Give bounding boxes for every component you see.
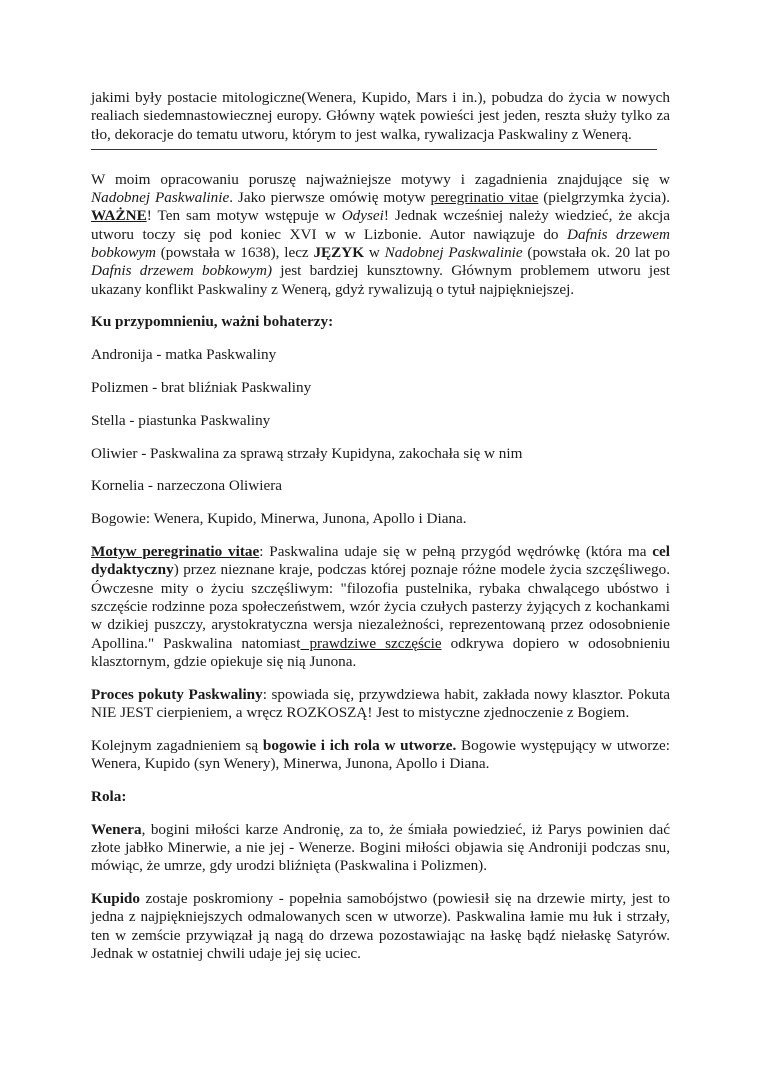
overview-text: (powstała w 1638), lecz: [155, 244, 314, 262]
penance-heading: Proces pokuty Paskwaliny: [91, 685, 263, 703]
character-item: Stella - piastunka Paskwaliny: [91, 411, 271, 429]
overview-paragraph: [91, 171, 670, 299]
character-item: Bogowie: Wenera, Kupido, Minerwa, Junona, Apollo i Diana.: [91, 510, 467, 528]
overview-text: ! Jednak wcześniej należy wiedzieć, że akcja utworu toczy się pod koniec XVI w w Lizbonie. Autor nawiązuje do: [91, 207, 670, 243]
overview-text: w: [364, 244, 385, 262]
cupid-paragraph: [91, 890, 670, 963]
overview-text: . Jako pierwsze omówię motyw: [229, 189, 431, 207]
cupid-text: zostaje poskromiony - popełnia samobójstwo (powiesił się na drzewie mirty, jest to jedna z najpiękniejszych odmalowanych scen w utworze). Paskwalina łamie mu łuk i strzały, ten w zemście przywiązał ją nagą do drzewa pozostawiając na łaskę bądź niełaskę Satyrów. Jednak w ostatniej chwili udaje jej się uciec.: [91, 890, 670, 962]
motif-paragraph: [91, 543, 670, 671]
penance-paragraph: [91, 686, 670, 723]
gods-emphasis: bogowie i ich rola w utworze.: [262, 736, 457, 754]
gods-paragraph: [91, 737, 670, 774]
motif-text: ) przez nieznane kraje, podczas której poznaje różne modele życia szczęśliwego. Ówczesne mity o życiu szczęśliwym: "filozofia pustelnika, rybaka chwalącego ubóstwo i szczęście rodzinne poza społeczeństwem, wzór życia czułych pasterzy żyjących z kochankami w dzikiej puszczy, arystokratyczna wersja niezależności, reprezentowaną przez odosobnienie Apollina." Paskwalina natomiast: [91, 561, 670, 652]
motif-heading: Motyw peregrinatio vitae: [91, 543, 260, 561]
title-dafnis: Dafnis drzewem bobkowym): [91, 262, 273, 280]
document-page: [91, 89, 670, 963]
character-item: Oliwier - Paskwalina za sprawą strzały Kupidyna, zakochała się w nim: [91, 444, 523, 462]
overview-text: ! Ten sam motyw wstępuje w: [146, 207, 342, 225]
motif-text: odkrywa dopiero w odosobnieniu klasztornym, gdzie opiekuje się nią Junona.: [91, 634, 671, 670]
character-item: Polizmen - brat bliźniak Paskwaliny: [91, 379, 312, 397]
term-peregrinatio-vitae: peregrinatio vitae: [430, 189, 539, 207]
venus-text: , bogini miłości karze Andronię, za to, że śmiała powiedzieć, iż Parys powinien dać złote jabłko Minerwie, a nie jej - Wenerze. Bogini miłości objawia się Androniji podczas snu, mówiąc, że umrze, gdy urodzi bliźnięta (Paskwalina i Polizmen).: [91, 820, 670, 875]
emphasis-jezyk: JĘZYK: [313, 244, 365, 262]
character-item: Andronija - matka Paskwaliny: [91, 346, 277, 364]
title-nadobna-paskwalina: Nadobnej Paskwalinie: [384, 244, 523, 262]
cupid-name: Kupido: [91, 890, 140, 907]
title-dafnis: Dafnis drzewem bobkowym: [91, 225, 670, 262]
role-heading: Rola:: [91, 787, 127, 805]
venus-name: Wenera: [91, 820, 142, 838]
overview-text: jest bardziej kunsztowny. Głównym problemem utworu jest ukazany konflikt Paskwaliny z Wenerą, gdyż rywalizują o tytuł najpiękniejszej.: [91, 262, 670, 298]
title-nadobna-paskwalina: Nadobnej Paskwalinie: [91, 189, 230, 207]
overview-text: W moim opracowaniu poruszę najważniejsze motywy i zagadnienia znajdujące się w: [91, 170, 670, 188]
intro-paragraph: [91, 89, 670, 144]
horizontal-divider: [91, 149, 657, 150]
penance-text: : spowiada się, przywdziewa habit, zakłada nowy klasztor. Pokuta NIE JEST cierpieniem, a wręcz ROZKOSZĄ! Jest to mistyczne zjednoczenie z Bogiem.: [91, 685, 670, 721]
characters-heading: Ku przypomnieniu, ważni bohaterzy:: [91, 313, 334, 331]
title-odyseja: Odysei: [341, 207, 384, 225]
gods-text: Kolejnym zagadnieniem są: [91, 736, 263, 754]
overview-text: (pielgrzymka życia).: [538, 189, 671, 207]
emphasis-wazne: WAŻNE: [91, 207, 147, 225]
character-item: Kornelia - narzeczona Oliwiera: [91, 477, 283, 495]
emphasis-cel-dydaktyczny: cel dydaktyczny: [91, 543, 670, 579]
gods-text: Bogowie występujący w utworze: Wenera, Kupido (syn Wenery), Minerwa, Junona, Apollo i Diana.: [91, 736, 671, 773]
overview-text: (powstała ok. 20 lat po: [522, 244, 670, 262]
term-prawdziwe-szczescie: prawdziwe szczęście: [300, 634, 442, 652]
motif-text: : Paskwalina udaje się w pełną przygód wędrówkę (która ma: [259, 543, 653, 561]
venus-paragraph: [91, 821, 670, 876]
intro-text: jakimi były postacie mitologiczne(Wenera, Kupido, Mars i in.), pobudza do życia w nowych realiach siedemnastowiecznej europy. Główny wątek powieści jest jeden, reszta służy tylko za tło, dekoracje do tematu utworu, którym to jest walka, rywalizacja Paskwaliny z Wenerą.: [91, 89, 670, 143]
